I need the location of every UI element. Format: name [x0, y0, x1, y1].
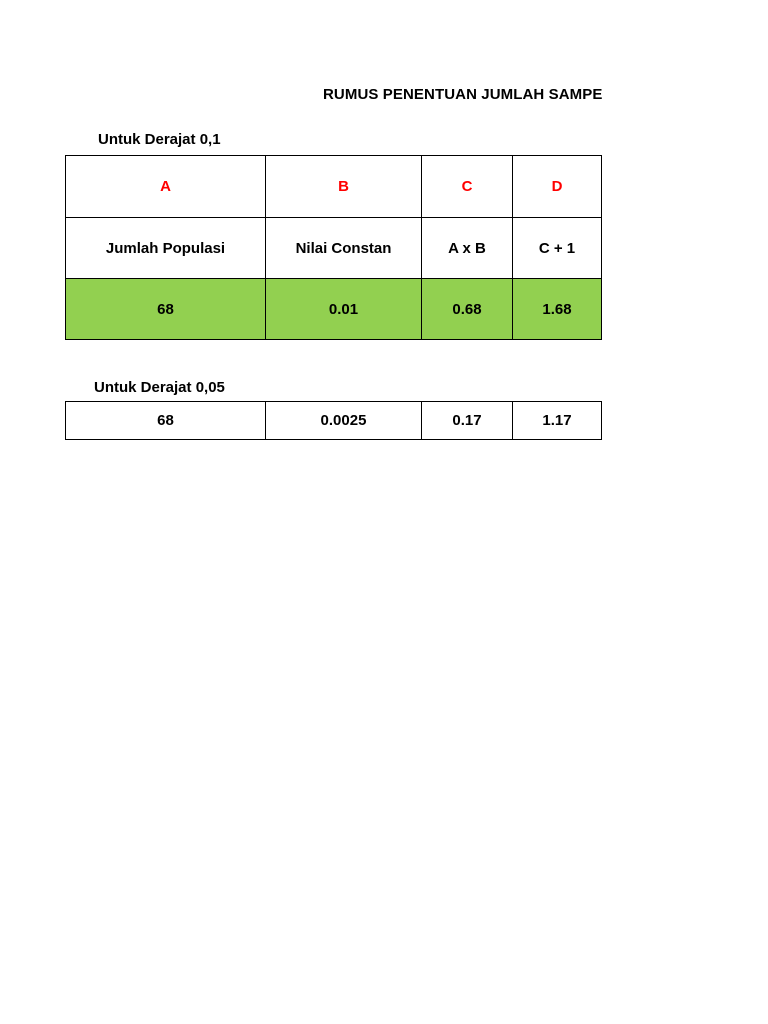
cell-letter-d[interactable]: D: [513, 156, 602, 218]
cell-value-b[interactable]: 0.0025: [266, 402, 422, 440]
cell-value-b[interactable]: 0.01: [266, 279, 422, 340]
cell-header-nilai-constan[interactable]: Nilai Constan: [266, 218, 422, 279]
section-label-derajat-0-05: Untuk Derajat 0,05: [94, 379, 225, 396]
cell-value-a[interactable]: 68: [66, 402, 266, 440]
table-row-values: [66, 402, 602, 440]
cell-value-d[interactable]: 1.17: [513, 402, 602, 440]
table-row-values: [66, 279, 602, 340]
section-label-derajat-0-1: Untuk Derajat 0,1: [98, 131, 221, 148]
table-derajat-0-05: [65, 401, 602, 440]
cell-header-c-plus-1[interactable]: C + 1: [513, 218, 602, 279]
table-row-letters: [66, 156, 602, 218]
cell-letter-c[interactable]: C: [422, 156, 513, 218]
table-derajat-0-1: [65, 155, 602, 340]
page-title: RUMUS PENENTUAN JUMLAH SAMPE: [323, 86, 603, 103]
cell-header-a-x-b[interactable]: A x B: [422, 218, 513, 279]
cell-letter-a[interactable]: A: [66, 156, 266, 218]
cell-value-c[interactable]: 0.17: [422, 402, 513, 440]
cell-value-a[interactable]: 68: [66, 279, 266, 340]
cell-letter-b[interactable]: B: [266, 156, 422, 218]
cell-value-c[interactable]: 0.68: [422, 279, 513, 340]
cell-header-jumlah-populasi[interactable]: Jumlah Populasi: [66, 218, 266, 279]
cell-value-d[interactable]: 1.68: [513, 279, 602, 340]
table-row-headers: [66, 218, 602, 279]
